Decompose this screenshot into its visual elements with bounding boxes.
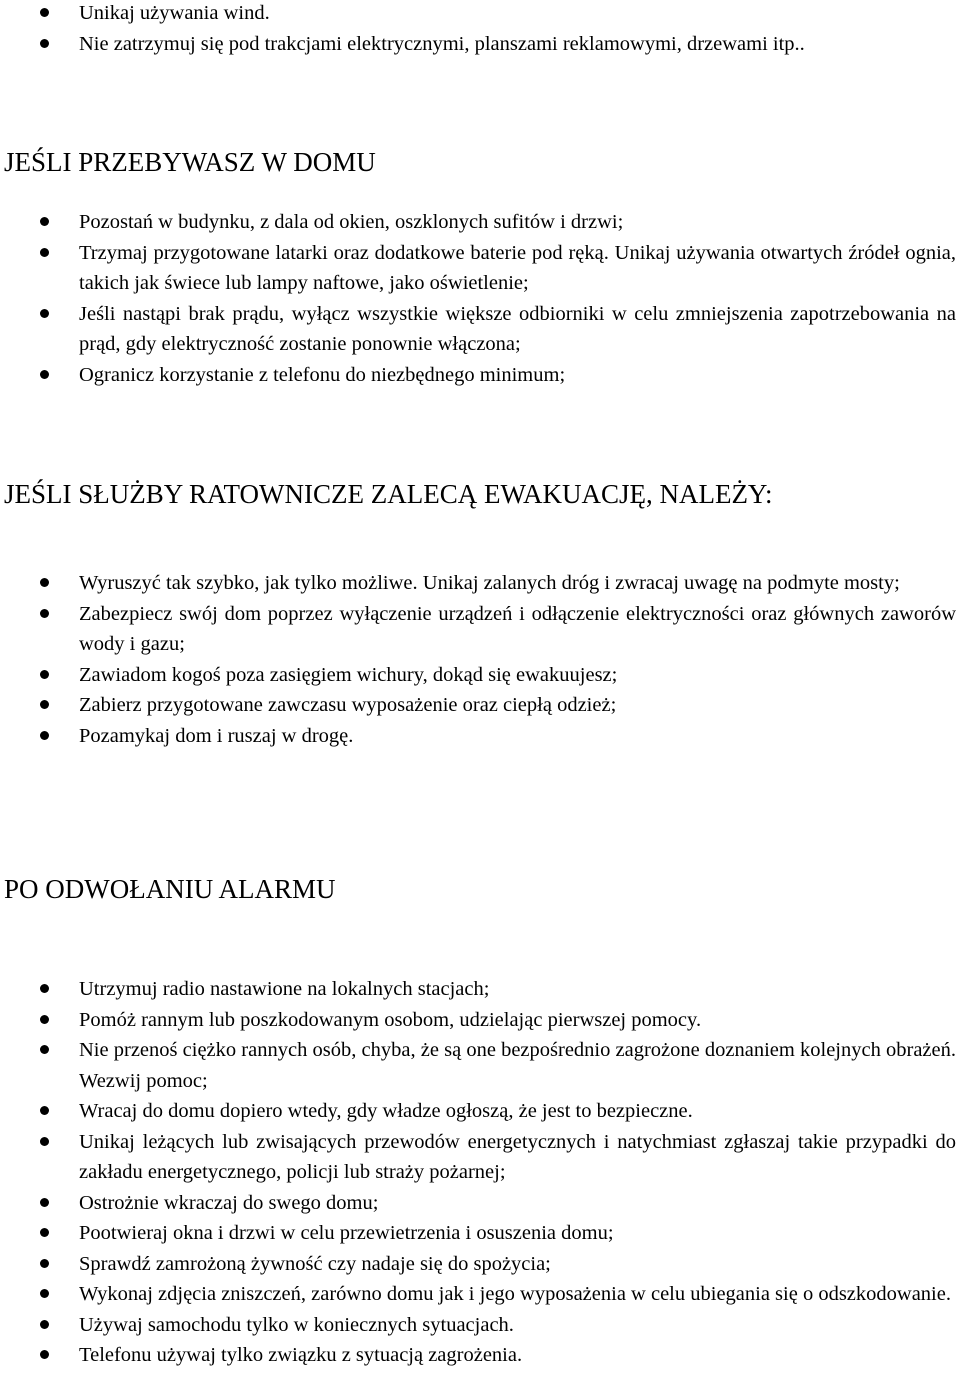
bullet-icon	[40, 1045, 49, 1054]
list-item: Zabierz przygotowane zawczasu wyposażenie oraz ciepłą odzież;	[0, 690, 960, 721]
list-item: Zawiadom kogoś poza zasięgiem wichury, dokąd się ewakuujesz;	[0, 660, 960, 691]
after-alarm-bullet-list	[0, 974, 960, 1371]
list-item: Telefonu używaj tylko związku z sytuacją zagrożenia.	[0, 1340, 960, 1371]
bullet-icon	[40, 370, 49, 379]
list-item: Pozostań w budynku, z dala od okien, oszklonych sufitów i drzwi;	[0, 207, 960, 238]
bullet-icon	[40, 39, 49, 48]
list-item: Zabezpiecz swój dom poprzez wyłączenie urządzeń i odłączenie elektryczności oraz głównych zaworów wody i gazu;	[0, 599, 960, 660]
bullet-icon	[40, 578, 49, 587]
bullet-icon	[40, 1137, 49, 1146]
bullet-icon	[40, 309, 49, 318]
bullet-icon	[40, 1320, 49, 1329]
bullet-icon	[40, 731, 49, 740]
bullet-icon	[40, 1289, 49, 1298]
list-item: Unikaj leżących lub zwisających przewodów energetycznych i natychmiast zgłaszaj takie przypadki do zakładu energetycznego, policji lub straży pożarnej;	[0, 1127, 960, 1188]
evacuation-bullet-list	[0, 568, 960, 751]
list-item: Pomóż rannym lub poszkodowanym osobom, udzielając pierwszej pomocy.	[0, 1005, 960, 1036]
bullet-icon	[40, 670, 49, 679]
list-item: Nie zatrzymuj się pod trakcjami elektrycznymi, planszami reklamowymi, drzewami itp..	[0, 29, 960, 60]
bullet-icon	[40, 609, 49, 618]
list-item: Wyruszyć tak szybko, jak tylko możliwe. Unikaj zalanych dróg i zwracaj uwagę na podmyte mosty;	[0, 568, 960, 599]
bullet-icon	[40, 984, 49, 993]
bullet-icon	[40, 1228, 49, 1237]
bullet-icon	[40, 1106, 49, 1115]
home-bullet-list	[0, 207, 960, 390]
section-heading-after-alarm: PO ODWOŁANIU ALARMU	[4, 874, 336, 904]
list-item: Utrzymuj radio nastawione na lokalnych stacjach;	[0, 974, 960, 1005]
list-item: Wykonaj zdjęcia zniszczeń, zarówno domu jak i jego wyposażenia w celu ubiegania się o odszkodowanie.	[0, 1279, 960, 1310]
bullet-icon	[40, 217, 49, 226]
list-item: Sprawdź zamrożoną żywność czy nadaje się do spożycia;	[0, 1249, 960, 1280]
list-item: Używaj samochodu tylko w koniecznych sytuacjach.	[0, 1310, 960, 1341]
section-heading-evacuation: JEŚLI SŁUŻBY RATOWNICZE ZALECĄ EWAKUACJĘ, NALEŻY:	[4, 479, 773, 509]
bullet-icon	[40, 1259, 49, 1268]
list-item: Jeśli nastąpi brak prądu, wyłącz wszystkie większe odbiorniki w celu zmniejszenia zapotrzebowania na prąd, gdy elektryczność zostanie ponownie włączona;	[0, 299, 960, 360]
list-item: Ostrożnie wkraczaj do swego domu;	[0, 1188, 960, 1219]
bullet-icon	[40, 248, 49, 257]
list-item: Pootwieraj okna i drzwi w celu przewietrzenia i osuszenia domu;	[0, 1218, 960, 1249]
bullet-icon	[40, 1350, 49, 1359]
list-item: Unikaj używania wind.	[0, 0, 960, 29]
bullet-icon	[40, 700, 49, 709]
list-item: Nie przenoś ciężko rannych osób, chyba, że są one bezpośrednio zagrożone doznaniem kolejnych obrażeń. Wezwij pomoc;	[0, 1035, 960, 1096]
top-bullet-list	[0, 0, 960, 59]
list-item: Ogranicz korzystanie z telefonu do niezbędnego minimum;	[0, 360, 960, 391]
bullet-icon	[40, 8, 49, 17]
list-item: Pozamykaj dom i ruszaj w drogę.	[0, 721, 960, 752]
list-item: Wracaj do domu dopiero wtedy, gdy władze ogłoszą, że jest to bezpieczne.	[0, 1096, 960, 1127]
bullet-icon	[40, 1015, 49, 1024]
list-item: Trzymaj przygotowane latarki oraz dodatkowe baterie pod ręką. Unikaj używania otwartych źródeł ognia, takich jak świece lub lampy naftowe, jako oświetlenie;	[0, 238, 960, 299]
section-heading-home: JEŚLI PRZEBYWASZ W DOMU	[4, 147, 376, 177]
bullet-icon	[40, 1198, 49, 1207]
